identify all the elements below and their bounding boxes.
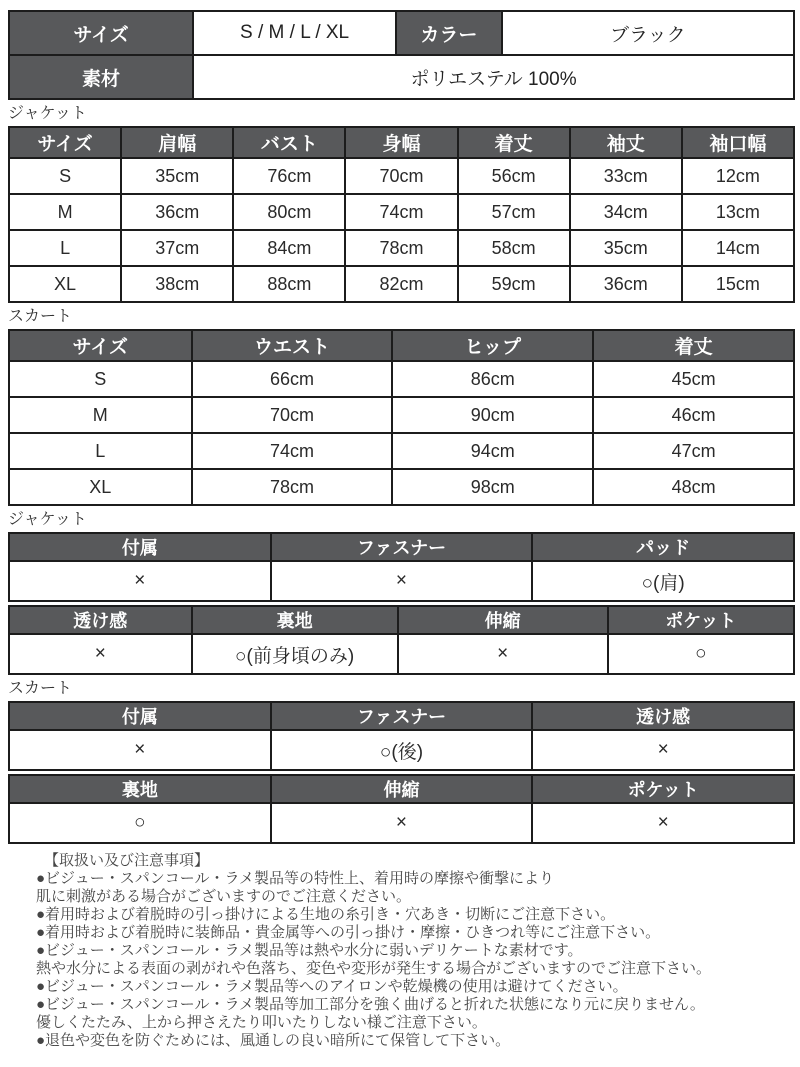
care-note-line: ●ビジュー・スパンコール・ラメ製品等は熱や水分に弱いデリケートな素材です。	[36, 942, 583, 959]
size-cell: 80cm	[233, 194, 345, 230]
spec-value-cell: ×	[271, 561, 533, 601]
spec-header: 透け感	[532, 702, 794, 730]
size-cell: 12cm	[682, 158, 794, 194]
size-cell: 94cm	[392, 433, 593, 469]
size-cell: 84cm	[233, 230, 345, 266]
size-cell: XL	[9, 469, 192, 505]
size-cell: 90cm	[392, 397, 593, 433]
spec-header: ファスナー	[271, 702, 533, 730]
size-cell: 48cm	[593, 469, 794, 505]
size-cell: 98cm	[392, 469, 593, 505]
header-row	[9, 330, 794, 361]
spec-header: ポケット	[532, 775, 794, 803]
table-row	[9, 397, 794, 433]
spec-value-cell: ○	[9, 803, 271, 843]
size-cell: 57cm	[458, 194, 570, 230]
size-cell: 14cm	[682, 230, 794, 266]
care-notes-title: 【取扱い及び注意事項】	[44, 852, 210, 869]
value-row	[9, 730, 794, 770]
size-cell: 35cm	[570, 230, 682, 266]
size-cell: 59cm	[458, 266, 570, 302]
column-header: 肩幅	[121, 127, 233, 158]
table-row	[9, 158, 794, 194]
column-header: ヒップ	[392, 330, 593, 361]
spec-value-cell: ×	[398, 634, 608, 674]
size-cell: 36cm	[121, 194, 233, 230]
size-value: S / M / L / XL	[193, 11, 396, 55]
size-cell: 58cm	[458, 230, 570, 266]
size-cell: 15cm	[682, 266, 794, 302]
skirt-size-table	[8, 329, 795, 506]
spec-value-cell: ×	[271, 803, 533, 843]
care-note-line: 優しくたたみ、上から押さえたり叩いたりしない様ご注意下さい。	[36, 1014, 487, 1031]
column-header: バスト	[233, 127, 345, 158]
jacket-size-section-label: ジャケット	[8, 105, 87, 122]
table-row	[9, 433, 794, 469]
spec-value-cell: ×	[9, 730, 271, 770]
size-cell: S	[9, 158, 121, 194]
summary-row-material	[9, 55, 794, 99]
size-cell: 46cm	[593, 397, 794, 433]
header-row	[9, 127, 794, 158]
size-cell: L	[9, 230, 121, 266]
jacket-spec-section-label: ジャケット	[8, 511, 87, 528]
spec-value-cell: ○	[608, 634, 794, 674]
size-cell: M	[9, 397, 192, 433]
size-cell: 37cm	[121, 230, 233, 266]
size-cell: XL	[9, 266, 121, 302]
spec-value-cell: ×	[532, 803, 794, 843]
material-value: ポリエステル 100%	[193, 55, 794, 99]
spec-header: 付属	[9, 533, 271, 561]
table-row	[9, 230, 794, 266]
spec-header: パッド	[532, 533, 794, 561]
care-note-line: ●退色や変色を防ぐためには、風通しの良い暗所にて保管して下さい。	[36, 1032, 511, 1049]
size-cell: 88cm	[233, 266, 345, 302]
care-notes	[8, 852, 795, 1050]
size-cell: 74cm	[345, 194, 457, 230]
size-cell: 82cm	[345, 266, 457, 302]
spec-header: 裏地	[9, 775, 271, 803]
size-cell: 86cm	[392, 361, 593, 397]
value-row	[9, 561, 794, 601]
spec-header: ポケット	[608, 606, 794, 634]
column-header: 着丈	[458, 127, 570, 158]
table-row	[9, 266, 794, 302]
spec-value-cell: ○(後)	[271, 730, 533, 770]
skirt-spec-section-label: スカート	[8, 680, 73, 697]
size-cell: 74cm	[192, 433, 393, 469]
spec-header: 伸縮	[398, 606, 608, 634]
table-row	[9, 469, 794, 505]
spec-value-cell: ×	[532, 730, 794, 770]
spec-header: 透け感	[9, 606, 192, 634]
column-header: サイズ	[9, 127, 121, 158]
product-summary-table	[8, 10, 795, 100]
size-cell: L	[9, 433, 192, 469]
spec-value-cell: ×	[9, 634, 192, 674]
summary-row-size-color	[9, 11, 794, 55]
care-note-line: ●ビジュー・スパンコール・ラメ製品等加工部分を強く曲げると折れた状態になり元に戻りません。	[36, 996, 705, 1013]
jacket-spec-tables	[8, 532, 795, 675]
value-row	[9, 803, 794, 843]
care-note-line: ●ビジュー・スパンコール・ラメ製品等の特性上、着用時の摩擦や衝撃により	[36, 870, 555, 887]
header-row	[9, 702, 794, 730]
spec-value-cell: ○(肩)	[532, 561, 794, 601]
spec-table	[8, 701, 795, 771]
care-note-line: ●着用時および着脱時の引っ掛けによる生地の糸引き・穴あき・切断にご注意下さい。	[36, 906, 616, 923]
size-cell: 70cm	[345, 158, 457, 194]
value-row	[9, 634, 794, 674]
spec-table	[8, 605, 795, 675]
color-value: ブラック	[502, 11, 794, 55]
size-cell: 76cm	[233, 158, 345, 194]
spec-header: 裏地	[192, 606, 398, 634]
spec-table	[8, 532, 795, 602]
column-header: 着丈	[593, 330, 794, 361]
header-row	[9, 533, 794, 561]
size-cell: 38cm	[121, 266, 233, 302]
size-cell: 13cm	[682, 194, 794, 230]
care-note-line: 熱や水分による表面の剥がれや色落ち、変色や変形が発生する場合がございますのでご注意下さい。	[36, 960, 712, 977]
spec-value-cell: ×	[9, 561, 271, 601]
size-cell: 34cm	[570, 194, 682, 230]
size-cell: 45cm	[593, 361, 794, 397]
size-cell: 78cm	[345, 230, 457, 266]
spec-header: 付属	[9, 702, 271, 730]
care-note-line: 肌に刺激がある場合がございますのでご注意ください。	[36, 888, 412, 905]
spec-header: ファスナー	[271, 533, 533, 561]
color-label: カラー	[396, 11, 502, 55]
jacket-size-table	[8, 126, 795, 303]
size-cell: 36cm	[570, 266, 682, 302]
size-cell: 70cm	[192, 397, 393, 433]
spec-table	[8, 774, 795, 844]
size-label: サイズ	[9, 11, 193, 55]
size-cell: 33cm	[570, 158, 682, 194]
care-note-line: ●着用時および着脱時に装飾品・貴金属等への引っ掛け・摩擦・ひきつれ等にご注意下さい。	[36, 924, 661, 941]
material-label: 素材	[9, 55, 193, 99]
skirt-spec-tables	[8, 701, 795, 844]
skirt-size-section-label: スカート	[8, 308, 73, 325]
size-cell: 47cm	[593, 433, 794, 469]
care-note-line: ●ビジュー・スパンコール・ラメ製品等へのアイロンや乾燥機の使用は避けてください。	[36, 978, 628, 995]
size-cell: S	[9, 361, 192, 397]
size-cell: 35cm	[121, 158, 233, 194]
column-header: サイズ	[9, 330, 192, 361]
size-cell: 66cm	[192, 361, 393, 397]
size-cell: 56cm	[458, 158, 570, 194]
size-cell: 78cm	[192, 469, 393, 505]
size-cell: M	[9, 194, 121, 230]
spec-value-cell: ○(前身頃のみ)	[192, 634, 398, 674]
column-header: 身幅	[345, 127, 457, 158]
table-row	[9, 194, 794, 230]
care-notes-lines	[36, 870, 795, 1050]
header-row	[9, 606, 794, 634]
header-row	[9, 775, 794, 803]
table-row	[9, 361, 794, 397]
column-header: 袖丈	[570, 127, 682, 158]
column-header: 袖口幅	[682, 127, 794, 158]
spec-header: 伸縮	[271, 775, 533, 803]
column-header: ウエスト	[192, 330, 393, 361]
